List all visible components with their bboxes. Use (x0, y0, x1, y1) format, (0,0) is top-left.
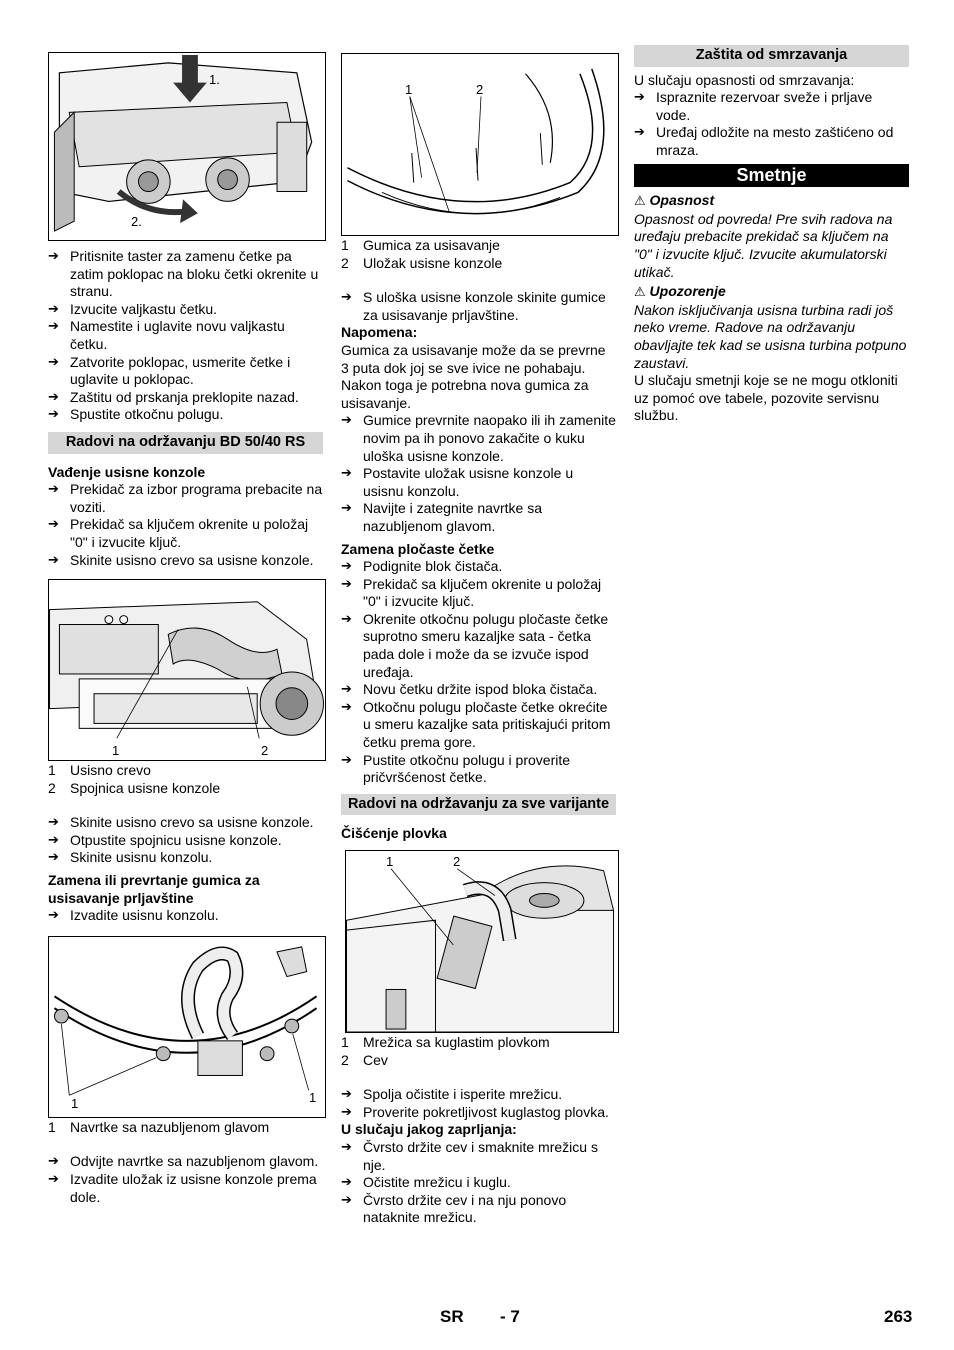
section-heading: Radovi na održavanju za sve varijante (341, 794, 616, 816)
column-middle (341, 44, 616, 1227)
paragraph: U slučaju opasnosti od smrzavanja: (634, 71, 855, 88)
step-list (48, 907, 323, 925)
danger-text: Opasnost od povreda! Pre svih radova na uređaju prebacite prekidač sa ključem na "0" i izvucite ključ. Izvucite akumulatorski utikač. (634, 210, 893, 280)
figure-suction-bar (48, 936, 326, 1118)
figure-squeegee-insert (341, 53, 619, 236)
step: ➔ Zaštitu od prskanja preklopite nazad. (48, 389, 323, 407)
step: ➔ Uređaj odložite na mesto zaštićeno od mraza. (634, 124, 909, 159)
step: ➔ Okrenite otkočnu polugu pločaste četke suprotno smeru kazaljke sata - četka pada dole i može da se izvuče ispod uređaja. (341, 611, 616, 681)
step: ➔ Prekidač za izbor programa prebacite na voziti. (48, 481, 323, 516)
step: ➔ Skinite usisno crevo sa usisne konzole. (48, 814, 323, 832)
step-list (341, 412, 616, 535)
figure-brush-cover (48, 52, 326, 241)
step-list (341, 1139, 616, 1227)
step: ➔ Izvadite usisnu konzolu. (48, 907, 323, 925)
legend-item: 1 Usisno crevo (48, 762, 151, 779)
step: ➔ Izvucite valjkastu četku. (48, 301, 323, 319)
suction-bar-drawing (49, 937, 325, 1117)
subheading: Zamena ili prevrtanje gumica za usisavanje prljavštine (48, 872, 260, 906)
column-left (48, 44, 323, 1206)
section-heading: Radovi na održavanju BD 50/40 RS (48, 432, 323, 454)
warning-label: Upozorenje (649, 283, 726, 300)
subheading: Vađenje usisne konzole (48, 463, 206, 480)
step: ➔ Spustite otkočnu polugu. (48, 406, 323, 424)
warning-text: Nakon isključivanja usisna turbina radi još neko vreme. Radove na održavanju obavljajte tek kad se usisna turbina potpuno zaustavi. (634, 301, 907, 371)
section-heading: Zaštita od smrzavanja (634, 45, 909, 67)
legend-item: 2 Spojnica usisne konzole (48, 779, 221, 796)
step: ➔ Prekidač sa ključem okrenite u položaj "0" i izvucite ključ. (341, 576, 616, 611)
danger-heading (634, 192, 909, 211)
figure-suction-hose (48, 579, 326, 761)
step: ➔ Pritisnite taster za zamenu četke pa zatim poklopac na bloku četki okrenite u stranu. (48, 248, 323, 301)
step-list (341, 1086, 616, 1121)
legend-item: 1 Gumica za usisavanje (341, 237, 500, 253)
step-list (48, 814, 323, 867)
step: ➔ Novu četku držite ispod bloka čistača. (341, 681, 616, 699)
step-list (48, 248, 323, 424)
subheading: U slučaju jakog zaprljanja: (341, 1121, 517, 1138)
legend-item: 1 Mrežica sa kuglastim plovkom (341, 1034, 550, 1050)
step: ➔ Pustite otkočnu polugu i proverite pričvršćenost četke. (341, 752, 616, 787)
step: ➔ Navijte i zategnite navrtke sa nazubljenom glavom. (341, 500, 616, 535)
step: ➔ Otkočnu polugu pločaste četke okrećite u smeru kazaljke sata pritiskajući pritom četku prema gore. (341, 699, 616, 752)
step: ➔ Proverite pokretljivost kuglastog plovka. (341, 1104, 616, 1122)
figure-label: 2 (476, 82, 484, 97)
step: ➔ Podignite blok čistača. (341, 558, 616, 576)
legend (48, 1119, 323, 1137)
note-label: Napomena: (341, 324, 418, 341)
step-list (634, 89, 909, 159)
figure-label: 1 (71, 1095, 79, 1111)
step: ➔ Skinite usisno crevo sa usisne konzole. (48, 552, 323, 570)
suction-hose-drawing (49, 580, 325, 760)
subheading: Čišćenje plovka (341, 825, 447, 842)
legend (341, 237, 616, 272)
figure-label: 2 (453, 854, 461, 869)
legend (341, 1034, 616, 1069)
legend-item: 1 Navrtke sa nazubljenom glavom (48, 1118, 270, 1135)
chapter-heading: Smetnje (634, 164, 909, 188)
step: ➔ Odvijte navrtke sa nazubljenom glavom. (48, 1153, 323, 1171)
figure-label: 1. (209, 72, 220, 87)
footer-local-page: - 7 (500, 1307, 520, 1326)
warning-triangle-icon: ⚠ (634, 285, 646, 301)
column-right (634, 44, 909, 425)
step-list (48, 481, 323, 569)
step-list (341, 289, 616, 324)
step-list (341, 558, 616, 787)
step: ➔ Zatvorite poklopac, usmerite četke i uglavite u poklopac. (48, 354, 323, 389)
footer-language: SR (440, 1307, 464, 1326)
brush-cover-drawing (49, 53, 325, 240)
figure-label: 1 (386, 854, 394, 869)
step: ➔ Čvrsto držite cev i smaknite mrežicu s nje. (341, 1139, 616, 1174)
step: ➔ Očistite mrežicu i kuglu. (341, 1174, 616, 1192)
figure-label: 2. (131, 214, 142, 229)
figure-label: 2 (261, 743, 269, 759)
subheading: Zamena pločaste četke (341, 540, 495, 557)
step: ➔ Prekidač sa ključem okrenite u položaj "0" i izvucite ključ. (48, 516, 323, 551)
step: ➔ S uloška usisne konzole skinite gumice za usisavanje prljavštine. (341, 289, 616, 324)
legend-item: 2 Cev (341, 1051, 388, 1068)
step: ➔ Skinite usisnu konzolu. (48, 849, 323, 867)
danger-label: Opasnost (649, 192, 715, 209)
legend-item: 2 Uložak usisne konzole (341, 254, 503, 271)
figure-label: 1 (112, 743, 120, 759)
figure-label: 1 (405, 82, 413, 97)
figure-label: 1 (309, 1089, 317, 1105)
step: ➔ Gumice prevrnite naopako ili ih zamenite novim pa ih ponovo zakačite o kuku uloška usisne konzole. (341, 412, 616, 465)
note-text: Gumica za usisavanje može da se prevrne 3 puta dok joj se sve ivice ne pohabaju. Nakon toga je potrebna nova gumica za usisavanje. (341, 341, 606, 411)
footer-page-number: 263 (884, 1307, 913, 1326)
step: ➔ Izvadite uložak iz usisne konzole prema dole. (48, 1171, 323, 1206)
step: ➔ Ispraznite rezervoar sveže i prljave vode. (634, 89, 909, 124)
paragraph: U slučaju smetnji koje se ne mogu otkloniti uz pomoć ove tabele, pozovite servisnu službu. (634, 372, 898, 424)
step: ➔ Čvrsto držite cev i na nju ponovo nataknite mrežicu. (341, 1192, 616, 1227)
step: ➔ Postavite uložak usisne konzole u usisnu konzolu. (341, 465, 616, 500)
step: ➔ Spolja očistite i isperite mrežicu. (341, 1086, 616, 1104)
figure-float (345, 850, 619, 1033)
float-drawing (346, 851, 618, 1032)
step: ➔ Otpustite spojnicu usisne konzole. (48, 832, 323, 850)
step-list (48, 1153, 323, 1206)
warning-triangle-icon: ⚠ (634, 194, 646, 210)
legend (48, 762, 323, 797)
warning-heading (634, 283, 909, 302)
step: ➔ Namestite i uglavite novu valjkastu četku. (48, 318, 323, 353)
